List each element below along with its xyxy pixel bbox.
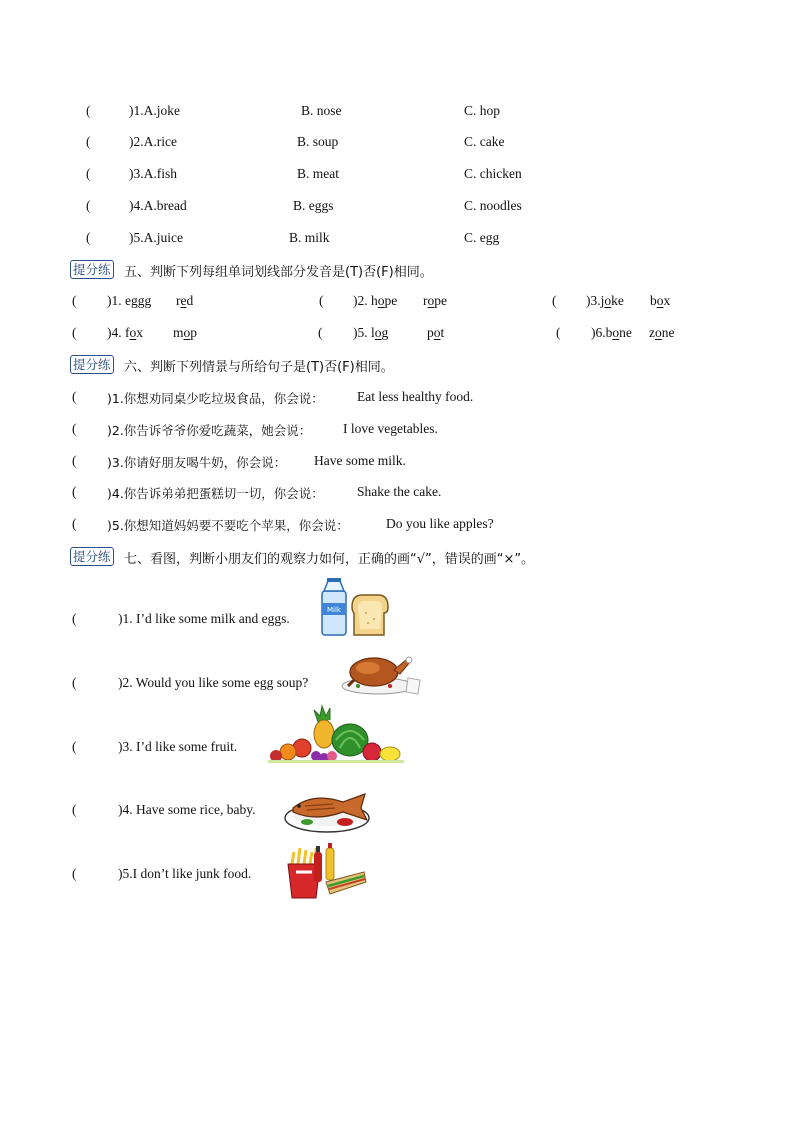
picture-sentence: )4. Have some rice, baby. [118,802,256,817]
scenario-sentence: Eat less healthy food. [357,389,474,404]
scenario-row [0,421,794,443]
option-a: )5.A.juice [129,230,183,245]
answer-paren[interactable]: ( [72,484,77,499]
picture-sentence: )5.I don’t like junk food. [118,866,252,881]
answer-paren[interactable]: ( [72,611,77,626]
picture-sentence: )3. I’d like some fruit. [118,739,238,754]
phonics-word: box [650,293,671,308]
answer-paren[interactable]: ( [86,198,91,213]
answer-paren[interactable]: ( [86,166,91,181]
option-c: C. hop [464,103,501,118]
answer-paren[interactable]: ( [86,134,91,149]
choice-row [0,134,794,156]
picture-row [0,866,794,888]
phonics-item: )6.bone [591,325,632,340]
choice-row [0,166,794,188]
phonics-item: )3.joke [586,293,624,308]
option-a: )4.A.bread [129,198,187,213]
scenario-sentence: Have some milk. [314,453,406,468]
answer-paren[interactable]: ( [86,103,91,118]
scenario-row [0,484,794,506]
scenario-text: )2.你告诉爷爷你爱吃蔬菜，她会说： [107,423,312,438]
answer-paren[interactable]: ( [552,293,557,308]
choice-row [0,103,794,125]
section-tag: 提分练 [70,355,114,374]
scenario-sentence: Shake the cake. [357,484,442,499]
scenario-text: )4.你告诉弟弟把蛋糕切一切，你会说： [107,486,324,501]
answer-paren[interactable]: ( [318,325,323,340]
option-a: )3.A.fish [129,166,177,181]
milk-and-bread-icon [318,577,390,639]
choice-row [0,230,794,252]
svg-text:Milk: Milk [327,606,341,614]
option-b: B. soup [297,134,339,149]
section-title: 五、判断下列每组单词划线部分发音是(T)否(F)相同。 [124,265,433,280]
scenario-sentence: Do you like apples? [386,516,494,531]
section-tag: 提分练 [70,260,114,279]
answer-paren[interactable]: ( [72,325,77,340]
option-b: B. nose [301,103,342,118]
answer-paren[interactable]: ( [72,866,77,881]
answer-paren[interactable]: ( [86,230,91,245]
picture-sentence: )1. I’d like some milk and eggs. [118,611,290,626]
option-a: )2.A.rice [129,134,177,149]
phonics-item: )5. log [353,325,389,340]
answer-paren[interactable]: ( [72,739,77,754]
answer-paren[interactable]: ( [72,453,77,468]
answer-paren[interactable]: ( [319,293,324,308]
answer-paren[interactable]: ( [72,421,77,436]
phonics-word: red [176,293,194,308]
option-c: C. chicken [464,166,522,181]
fish-plate-icon [283,786,373,836]
phonics-word: rope [423,293,447,308]
scenario-text: )1.你想劝同桌少吃垃圾食品，你会说： [107,391,324,406]
answer-paren[interactable]: ( [72,389,77,404]
phonics-row [0,325,794,347]
junk-food-icon [286,842,368,900]
scenario-text: )5.你想知道妈妈要不要吃个苹果，你会说： [107,518,349,533]
scenario-row [0,453,794,475]
scenario-text: )3.你请好朋友喝牛奶，你会说： [107,455,287,470]
picture-row [0,611,794,633]
option-c: C. cake [464,134,505,149]
answer-paren[interactable]: ( [72,293,77,308]
phonics-row [0,293,794,315]
section-tag: 提分练 [70,547,114,566]
scenario-row [0,389,794,411]
section-title: 六、判断下列情景与所给句子是(T)否(F)相同。 [124,360,394,375]
answer-paren[interactable]: ( [72,802,77,817]
phonics-item: )4. fox [107,325,143,340]
picture-sentence: )2. Would you like some egg soup? [118,675,309,690]
phonics-item: )2. hope [353,293,398,308]
fruit-pile-icon [268,704,404,764]
section-title: 七、看图，判断小朋友们的观察力如何，正确的画“√”，错误的画“×”。 [124,552,535,567]
choice-row [0,198,794,220]
answer-paren[interactable]: ( [72,675,77,690]
answer-paren[interactable]: ( [72,516,77,531]
phonics-word: mop [173,325,198,340]
phonics-item: )1. eggg [107,293,152,308]
scenario-row [0,516,794,538]
option-b: B. milk [289,230,330,245]
option-c: C. noodles [464,198,522,213]
answer-paren[interactable]: ( [556,325,561,340]
roast-chicken-icon [340,650,424,696]
scenario-sentence: I love vegetables. [343,421,438,436]
option-b: B. meat [297,166,339,181]
picture-row [0,802,794,824]
option-a: )1.A.joke [129,103,180,118]
phonics-word: pot [427,325,445,340]
phonics-word: zone [649,325,675,340]
option-b: B. eggs [293,198,334,213]
option-c: C. egg [464,230,500,245]
